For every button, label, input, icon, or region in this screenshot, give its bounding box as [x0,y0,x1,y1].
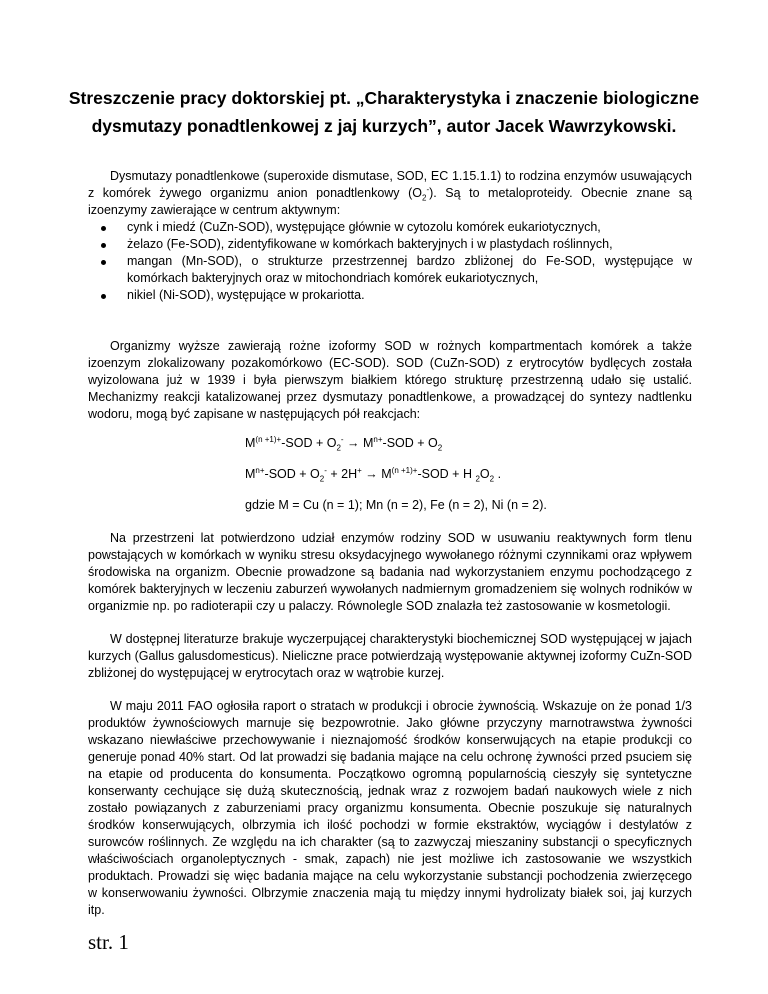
page-number: str. 1 [88,930,129,954]
title-line-2: dysmutazy ponadtlenkowej z jaj kurzych”, autor Jacek Wawrzykowski. [91,116,677,136]
bullet-icon [101,294,106,299]
bullet-icon [101,260,106,265]
metal-list [88,219,692,304]
list-item: cynk i miedź (CuZn-SOD), występujące głównie w cytozolu komórek eukariotycznych, [88,219,692,236]
paragraph-isoforms: Organizmy wyższe zawierają rożne izoformy SOD w rożnych kompartmentach komórek a także izoenzym zlokalizowany pozakomórkowo (EC-SOD). SOD (CuZn-SOD) z erytrocytów bydlęcych została wyizolowana już w 1939 i była pierwszym białkiem którego strukturę przestrzenną udało się ustalić. Mechanizmy reakcji katalizowanej przez dysmutazy ponadtlenkowe, a prowadzącej do syntezy nadtlenku wodoru, mogą być zapisane w następujących pół reakcjach: [88,339,692,421]
list-item: mangan (Mn-SOD), o strukturze przestrzennej bardzo zbliżonej do Fe-SOD, występujące w komórkach bakteryjnych oraz w mitochondriach komórek eukariotycznych, [88,253,692,287]
equation-1: $M^{(n +1)+}$-SOD + $O_2^- \to M^{n+}-SOD + O_2$ [245,434,443,453]
bullet-icon [101,226,106,231]
list-item: żelazo (Fe-SOD), zidentyfikowane w komórkach bakteryjnych i w plastydach roślinnych, [88,236,692,253]
title-line-1: Streszczenie pracy doktorskiej pt. „Charakterystyka i znaczenie biologiczne [68,88,700,108]
intro-paragraph: Dysmutazy ponadtlenkowe (superoxide dismutase, SOD, EC 1.15.1.1) to rodzina enzymów usuwających z komórek żywego organizmu anion ponadtlenkowy $(O_2^-)$. Są to metaloproteidy. Obecnie znane są izoenzymy zawierające w centrum aktywnym: [88,169,692,217]
list-item: nikiel (Ni-SOD), występujące w prokariotta. [88,287,692,304]
paragraph-ros: Na przestrzeni lat potwierdzono udział enzymów rodziny SOD w usuwaniu reaktywnych form tlenu powstających w komórkach w wyniku stresu oksydacyjnego wywołanego różnymi czynnikami oraz wpływem środowiska na organizm. Obecnie prowadzone są badania nad wykorzystaniem enzymu pochodzącego z komórek bakteryjnych w leczeniu zaburzeń wywołanych nadmiernym gromadzeniem się wolnych rodników w organizmie np. po radioterapii czy u palaczy. Równolegle SOD znalazła też zastosowanie w kosmetologii. [88,531,692,613]
bullet-icon [101,243,106,248]
equation-legend: gdzie M = Cu (n = 1); Mn (n = 2), Fe (n = 2), Ni (n = 2). [245,498,547,512]
equation-2: $M^{n+}$-SOD + $O_2^- + 2H^+ \to M^{(n +1)+}-SOD + H$ $_2O_2$ . [245,465,502,484]
document-title [60,84,708,140]
document-body [88,168,692,919]
paragraph-literature: W dostępnej literaturze brakuje wyczerpującej charakterystyki biochemicznej SOD występującej w jajach kurzych (Gallus galusdomesticus). Nieliczne prace potwierdzają występowanie aktywnej izoformy CuZn-SOD zbliżonej do występującej w erytrocytach oraz w wątrobie kurzej. [88,632,692,680]
paragraph-fao: W maju 2011 FAO ogłosiła raport o stratach w produkcji i obrocie żywnością. Wskazuje on że ponad 1/3 produktów żywnościowych marnuje się bezpowrotnie. Jako główne przyczyny marnotrawstwa żywności wskazano niewłaściwe przechowywanie i nieznajomość środków konserwujących na etapie produkcji co generuje ponad 40% start. Od lat prowadzi się badania mające na celu ochronę żywności przed psuciem się na etapie od producenta do konsumenta. Początkowo ogromną popularnością cieszyły się syntetyczne konserwanty cechujące się dużą skutecznością, jednak wraz z rozwojem badań naukowych wiele z nich zostało powiązanych z zaburzeniami pracy organizmu konsumenta. Obecnie poszukuje się naturalnych środków konserwujących, olbrzymia ich ilość pochodzi w formie ekstraktów, wyciągów i destylatów z surowców roślinnych. Ze względu na ich charakter (są to zazwyczaj mieszaniny substancji o specyficznych właściwościach organoleptycznych - smak, zapach) nie jest możliwe ich zastosowanie we wszystkich produktach. Prowadzi się więc badania mające na celu wykorzystanie substancji pochodzenia zwierzęcego w konserwowaniu żywności. Olbrzymie znaczenia mają tu między innymi hydrolizaty białek soi, jaj kurzych itp. [88,699,692,917]
